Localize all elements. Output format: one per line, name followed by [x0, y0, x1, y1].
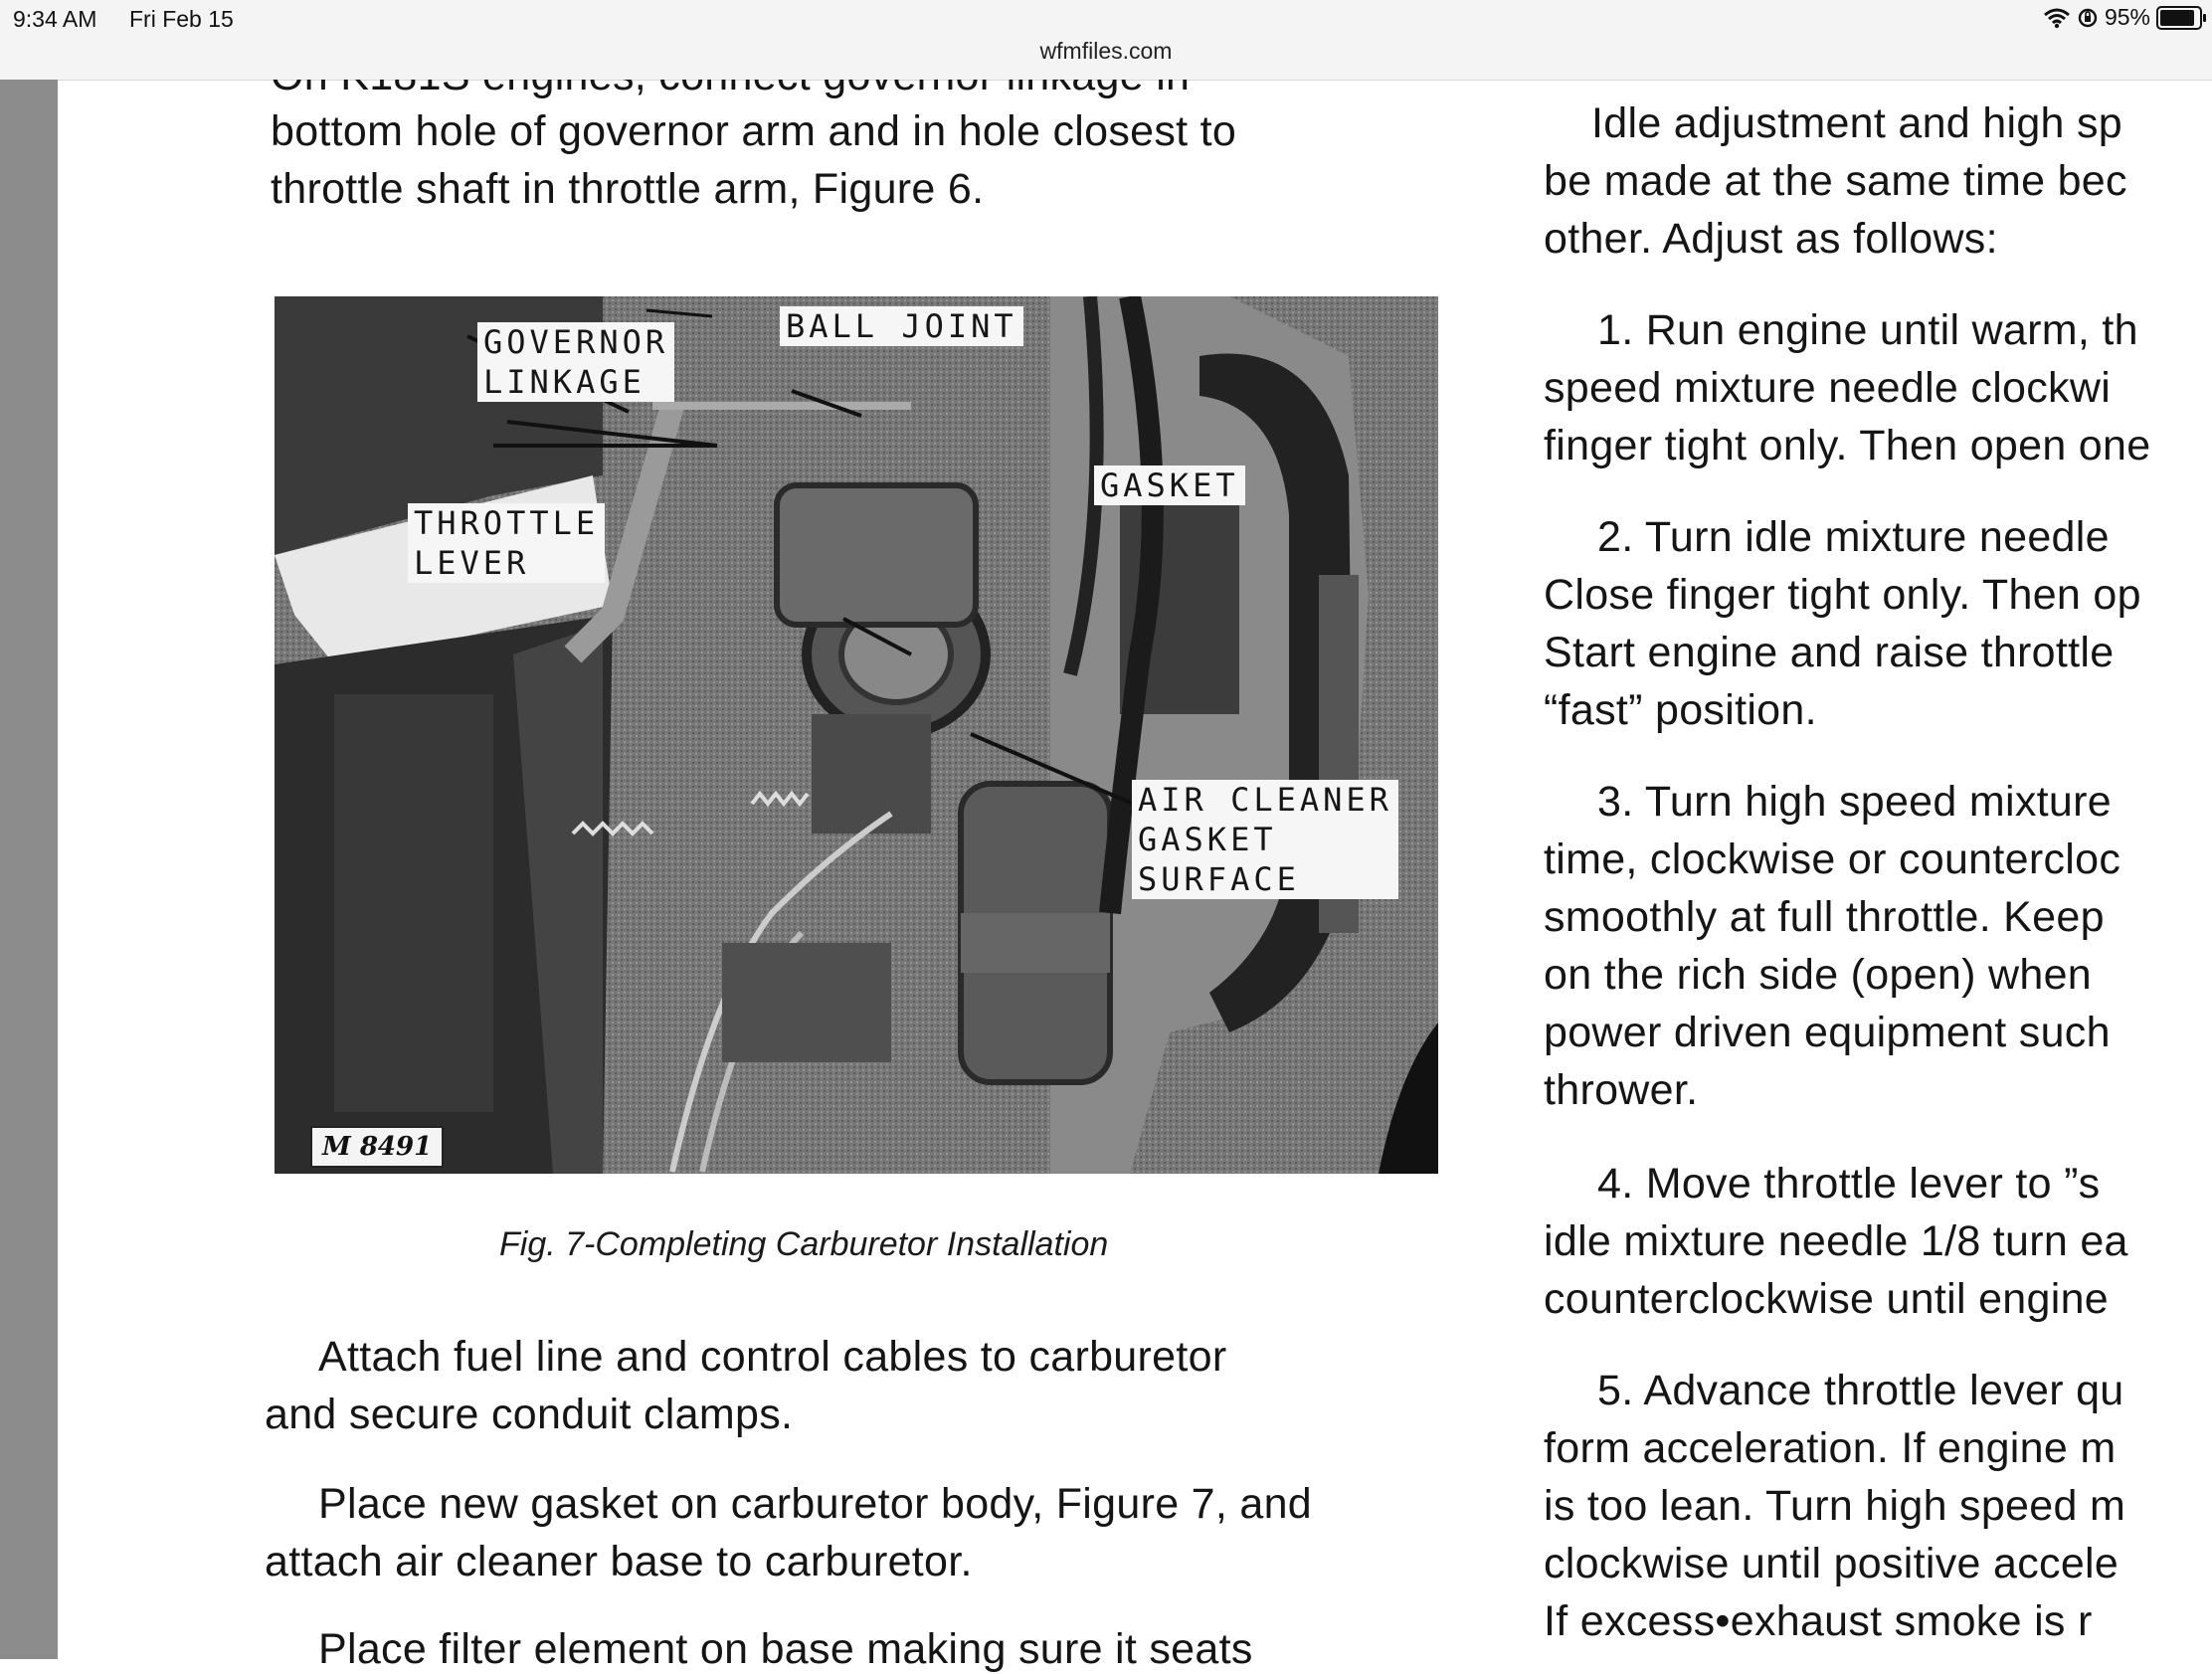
label-air-cleaner: AIR CLEANER GASKET SURFACE	[1132, 780, 1398, 899]
text-line: power driven equipment such	[1544, 1009, 2111, 1056]
text-line: Idle adjustment and high sp	[1591, 99, 2123, 147]
text-line: throttle shaft in throttle arm, Figure 6.	[271, 165, 985, 213]
text-line: is too lean. Turn high speed m	[1544, 1482, 2126, 1530]
battery-percent: 95%	[2104, 4, 2150, 30]
text-line: be made at the same time bec	[1544, 157, 2127, 205]
text-line: thrower.	[1544, 1066, 1699, 1114]
label-ball-joint: BALL JOINT	[780, 306, 1023, 346]
text-line: 3. Turn high speed mixture	[1597, 778, 2112, 826]
url-bar[interactable]	[0, 38, 2212, 65]
status-time: 9:34 AM	[13, 6, 97, 32]
text-line: counterclockwise until engine	[1544, 1275, 2110, 1323]
text-line: 2. Turn idle mixture needle	[1597, 513, 2110, 561]
text-line: time, clockwise or countercloc	[1544, 836, 2121, 883]
label-throttle-lever: THROTTLE LEVER	[408, 503, 605, 583]
label-governor-linkage: GOVERNOR LINKAGE	[477, 322, 674, 402]
text-line: Place new gasket on carburetor body, Figure 7, and	[318, 1480, 1313, 1528]
url-text: wfmfiles.com	[1039, 38, 1173, 64]
figure-id: M 8491	[310, 1126, 444, 1168]
text-line: form acceleration. If engine m	[1544, 1424, 2117, 1472]
status-indicators	[2043, 4, 2202, 31]
status-bar	[0, 0, 2212, 81]
label-gasket: GASKET	[1094, 465, 1245, 505]
text-line: Place filter element on base making sure it seats	[318, 1625, 1253, 1673]
text-line: Start engine and raise throttle	[1544, 629, 2115, 676]
page-gutter	[0, 80, 58, 1659]
text-line: “fast” position.	[1544, 686, 1817, 734]
status-date: Fri Feb 15	[129, 6, 234, 32]
text-line: speed mixture needle clockwi	[1544, 364, 2112, 412]
text-line: Close finger tight only. Then op	[1544, 571, 2141, 619]
text-line: other. Adjust as follows:	[1544, 215, 1998, 263]
orientation-lock-icon	[2077, 7, 2099, 29]
right-column	[1540, 80, 2212, 1659]
text-line: Attach fuel line and control cables to carburetor	[318, 1333, 1227, 1381]
text-line: clockwise until positive accele	[1544, 1540, 2120, 1587]
text-line: 5. Advance throttle lever qu	[1597, 1367, 2124, 1414]
text-line: 1. Run engine until warm, th	[1597, 306, 2138, 354]
text-line: idle mixture needle 1/8 turn ea	[1544, 1217, 2128, 1265]
text-line: and secure conduit clamps.	[265, 1391, 794, 1438]
figure-caption: Fig. 7-Completing Carburetor Installation	[499, 1225, 1109, 1263]
text-line: attach air cleaner base to carburetor.	[265, 1538, 973, 1585]
text-line: bottom hole of governor arm and in hole closest to	[271, 107, 1237, 155]
text-line: finger tight only. Then open one	[1544, 422, 2151, 469]
text-line: If excess•exhaust smoke is r	[1544, 1597, 2093, 1645]
wifi-icon	[2043, 7, 2071, 29]
text-line: 4. Move throttle lever to ”s	[1597, 1160, 2101, 1208]
battery-icon	[2156, 6, 2202, 30]
carburetor-photo	[275, 296, 1438, 1174]
text-line: on the rich side (open) when	[1544, 951, 2093, 999]
text-line: smoothly at full throttle. Keep	[1544, 893, 2105, 941]
